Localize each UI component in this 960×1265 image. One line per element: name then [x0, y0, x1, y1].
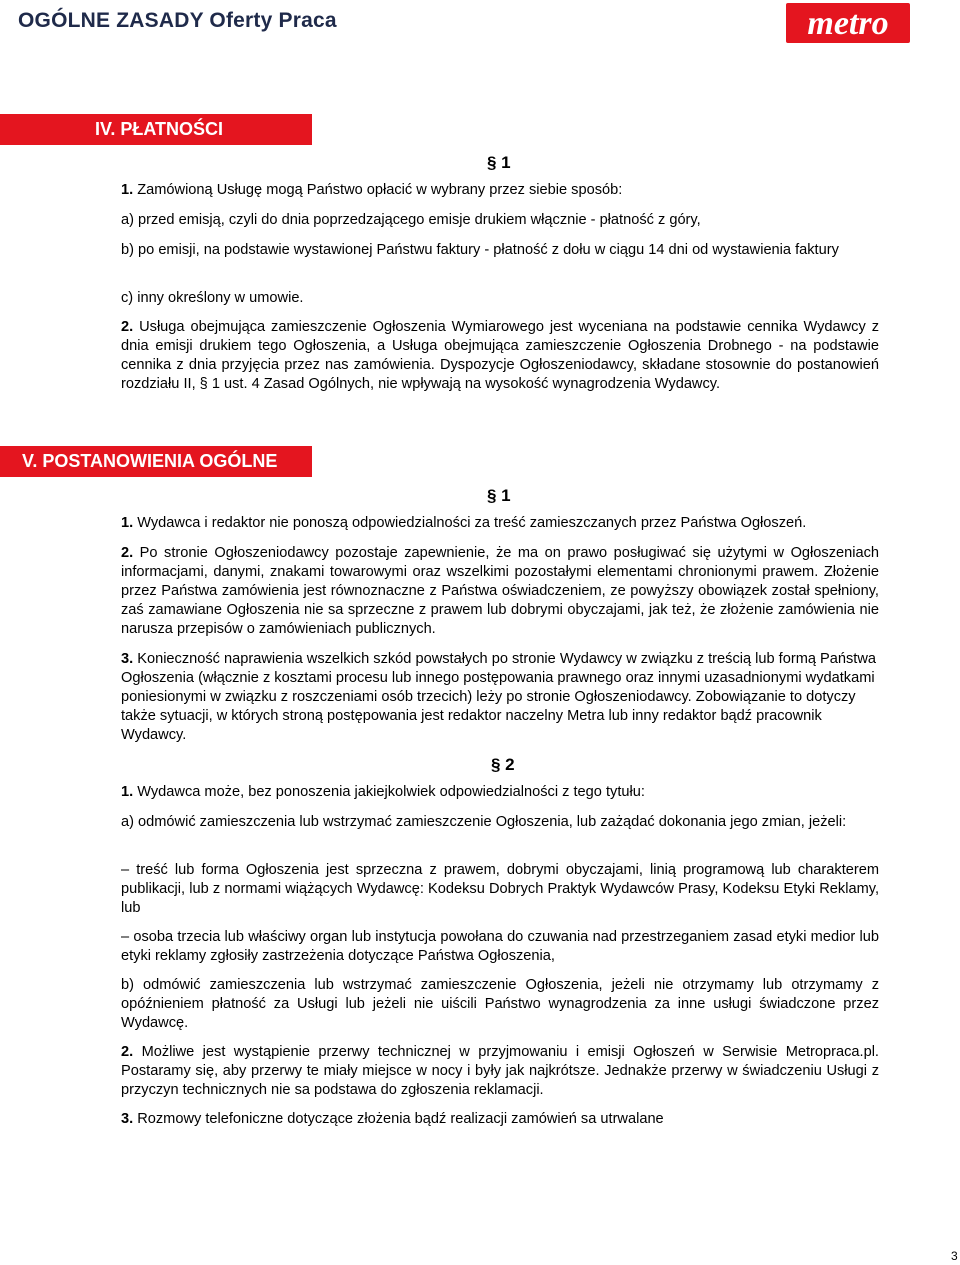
section-heading-general-provisions	[0, 446, 312, 477]
paragraph-sign: § 1	[487, 153, 511, 172]
section-heading-payments	[0, 114, 312, 145]
clause-item: a) przed emisją, czyli do dnia poprzedzającego emisje drukiem włącznie - płatność z góry,	[121, 212, 701, 228]
clause-text: Zamówioną Usługę mogą Państwo opłacić w wybrany przez siebie sposób:	[133, 182, 623, 198]
section-heading-text: IV. PŁATNOŚCI	[95, 119, 224, 139]
clause-number: 1.	[121, 784, 134, 800]
clause-text: Usługa obejmująca zamieszczenie Ogłoszenia Wymiarowego jest wyceniana na podstawie cennika Wydawcy z dnia emisji drukiem tego Ogłoszenia, a Usługa obejmująca zamieszczenie Ogłoszenia Drobnego - na podstawie cennika z dnia przyjęcia przez nas zamówienia. Dyspozycje Ogłoszeniodawcy, składane stosownie do postanowień rozdziału II, § 1 ust. 4 Zasad Ogólnych, nie wpływają na wysokość wynagrodzenia Wydawcy.	[121, 319, 879, 392]
clause-number: 2.	[121, 319, 134, 335]
clause-item: a) odmówić zamieszczenia lub wstrzymać zamieszczenie Ogłoszenia, lub zażądać dokonania jego zmian, jeżeli:	[121, 814, 847, 830]
clause-text: Wydawca może, bez ponoszenia jakiejkolwiek odpowiedzialności z tego tytułu:	[133, 784, 645, 800]
clause	[121, 783, 879, 802]
clause-item: c) inny określony w umowie.	[121, 290, 304, 306]
clause-number: 2.	[121, 1044, 134, 1060]
clause-number: 1.	[121, 182, 134, 198]
clause	[121, 1043, 879, 1100]
clause-text: Wydawca i redaktor nie ponoszą odpowiedzialności za treść zamieszczanych przez Państwa Ogłoszeń.	[133, 515, 807, 531]
clause	[121, 1110, 879, 1129]
clause	[121, 181, 879, 200]
clause	[121, 650, 879, 745]
clause-text: Po stronie Ogłoszeniodawcy pozostaje zapewnienie, że ma on prawo posługiwać się użytymi w Ogłoszeniach informacjami, danymi, znakami towarowymi oraz wszelkimi pozostałymi elementami chronionymi prawem. Złożenie przez Państwa zamówienia jest równoznaczne z Państwa oświadczeniem, ze powyższy obowiązek został spełniony, zaś zamawiane Ogłoszenia nie sa sprzeczne z prawem lub dobrymi obyczajami, jak też, że złożenie zamówienia nie narusza przepisów o zamówieniach publicznych.	[121, 545, 879, 637]
page-number: 3	[951, 1249, 958, 1263]
clause-number: 2.	[121, 545, 134, 561]
clause-text: Możliwe jest wystąpienie przerwy technicznej w przyjmowaniu i emisji Ogłoszeń w Serwisie Metropraca.pl. Postaramy się, aby przerwy te miały miejsce w nocy i były jak najkrótsze. Jednakże przerwy w świadczeniu Usługi z przyczyn technicznych nie sa podstawa do zgłoszenia reklamacji.	[121, 1044, 879, 1098]
paragraph-sign: § 2	[491, 755, 515, 774]
clause-number: 3.	[121, 1111, 134, 1127]
clause-item: b) po emisji, na podstawie wystawionej Państwu faktury - płatność z dołu w ciągu 14 dni od wystawienia faktury	[121, 242, 839, 258]
clause-text: Konieczność naprawienia wszelkich szkód powstałych po stronie Wydawcy w związku z treścią lub formą Państwa Ogłoszenia (włącznie z kosztami procesu lub innego postępowania prawnego oraz innymi uzasadnionymi wydatkami poniesionymi w związku z roszczeniami osób trzecich) leży po stronie Ogłoszeniodawcy. Zobowiązanie to dotyczy także sytuacji, w których stroną postępowania jest redaktor naczelny Metra lub inny redaktor bądź pracownik Wydawcy.	[121, 651, 877, 743]
clause-number: 1.	[121, 515, 134, 531]
document-title: OGÓLNE ZASADY Oferty Praca	[18, 9, 337, 32]
section-heading-text: V. POSTANOWIENIA OGÓLNE	[22, 451, 278, 471]
clause-dash-item: – osoba trzecia lub właściwy organ lub instytucja powołana do czuwania nad przestrzeganiem zasad etyki medior lub etyki reklamy zgłosiły zastrzeżenia dotyczące Państwa Ogłoszenia,	[121, 929, 879, 964]
clause	[121, 318, 879, 394]
clause	[121, 514, 879, 533]
svg-text:metro: metro	[807, 5, 889, 42]
clause-number: 3.	[121, 651, 134, 667]
clause-item: b) odmówić zamieszczenia lub wstrzymać zamieszczenie Ogłoszenia, jeżeli nie otrzymamy lub otrzymamy z opóźnieniem płatność za Usługi lub jeżeli nie uiścili Państwo wynagrodzenia za inne usługi świadczone przez Wydawcę.	[121, 977, 879, 1031]
clause-dash-item: – treść lub forma Ogłoszenia jest sprzeczna z prawem, dobrymi obyczajami, linią programową lub charakterem publikacji, lub z normami wiążących Wydawcę: Kodeksu Dobrych Praktyk Wydawców Prasy, Kodeksu Etyki Reklamy, lub	[121, 862, 879, 916]
clause-text: Rozmowy telefoniczne dotyczące złożenia bądź realizacji zamówień sa utrwalane	[133, 1111, 664, 1127]
clause	[121, 544, 879, 639]
metro-logo	[786, 3, 910, 43]
page-header	[0, 0, 960, 44]
paragraph-sign: § 1	[487, 486, 511, 505]
